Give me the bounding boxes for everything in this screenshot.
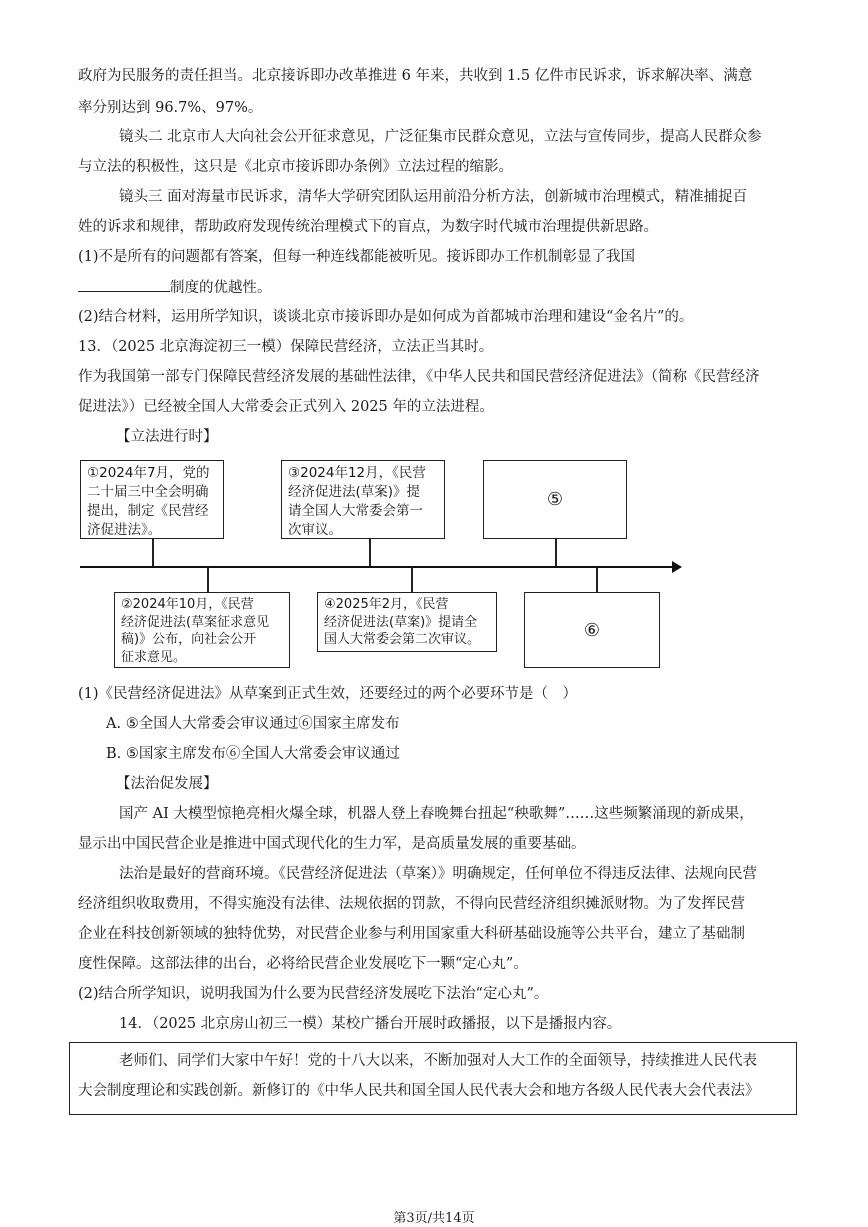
text-line: 镜头二 北京市人大向社会公开征求意见，广泛征集市民群众意见，立法与宣传同步，提高人民群众参 bbox=[119, 129, 762, 145]
timeline-box-5: ⑤ bbox=[483, 460, 627, 539]
text-line: 企业在科技创新领域的独特优势，对民营企业参与利用国家重大科研基础设施等公共平台，建立了基础制 bbox=[78, 926, 745, 942]
question-1-continued bbox=[78, 277, 272, 298]
timeline-box-6: ⑥ bbox=[524, 592, 660, 668]
text-line: 政府为民服务的责任担当。北京接诉即办改革推进 6 年来，共收到 1.5 亿件市民诉求，诉求解决率、满意 bbox=[78, 68, 753, 84]
text-span: 制度的优越性。 bbox=[170, 280, 272, 296]
question-2: (2)结合材料，运用所学知识，谈谈北京市接诉即办是如何成为首都城市治理和建设“金名片”的。 bbox=[78, 309, 694, 325]
timeline-box-3: ③2024年12月，《民营 经济促进法(草案)》提 请全国人大常委会第一 次审议。 bbox=[281, 460, 445, 539]
timeline-box-2: ②2024年10月，《民营 经济促进法(草案征求意见 稿)》公布，向社会公开 征求意见。 bbox=[114, 592, 290, 668]
text-line: 镜头三 面对海量市民诉求，清华大学研究团队运用前沿分析方法，创新城市治理模式，精准捕捉百 bbox=[119, 189, 748, 205]
text-line: 显示出中国民营企业是推进中国式现代化的生力军，是高质量发展的重要基础。 bbox=[78, 836, 586, 852]
text-line: 姓的诉求和规律，帮助政府发现传统治理模式下的盲点，为数字时代城市治理提供新思路。 bbox=[78, 219, 658, 235]
question-14-heading: 14．（2025 北京房山初三一模）某校广播台开展时政播报，以下是播报内容。 bbox=[119, 1016, 622, 1032]
timeline-box-1: ①2024年7月，党的 二十届三中全会明确 提出，制定《民营经 济促进法》。 bbox=[80, 460, 224, 539]
text-line: 度性保障。这部法律的出台，必将给民营企业发展吃下一颗“定心丸”。 bbox=[78, 956, 528, 972]
question-13-heading: 13．（2025 北京海淀初三一模）保障民营经济，立法正当其时。 bbox=[78, 339, 494, 355]
text-line: 率分别达到 96.7%、97%。 bbox=[78, 100, 263, 116]
text-line: 法治是最好的营商环境。《民营经济促进法（草案）》明确规定，任何单位不得违反法律、法规向民营 bbox=[119, 866, 757, 882]
connector bbox=[369, 539, 371, 566]
option-a[interactable]: A. ⑤全国人大常委会审议通过⑥国家主席发布 bbox=[106, 716, 400, 732]
question-13-1: (1)《民营经济促进法》从草案到正式生效，还要经过的两个必要环节是（ ） bbox=[78, 686, 578, 702]
connector bbox=[411, 567, 413, 592]
question-1: (1)不是所有的问题都有答案，但每一种连线都能被听见。接诉即办工作机制彰显了我国 bbox=[78, 249, 636, 265]
question-13-2: (2)结合所学知识，说明我国为什么要为民营经济发展吃下法治“定心丸”。 bbox=[78, 986, 549, 1002]
text-line: 经济组织收取费用，不得实施没有法律、法规依据的罚款，不得向民营经济组织摊派财物。为了发挥民营 bbox=[78, 896, 745, 912]
section-label: 【立法进行时】 bbox=[116, 429, 218, 445]
text-line: 国产 AI 大模型惊艳亮相火爆全球，机器人登上春晚舞台扭起“秧歌舞”……这些频繁涌现的新成果， bbox=[119, 806, 754, 822]
connector bbox=[207, 567, 209, 592]
text-line: 作为我国第一部专门保障民营经济发展的基础性法律，《中华人民共和国民营经济促进法》（简称《民营经济 bbox=[78, 369, 760, 385]
text-line: 与立法的积极性，这只是《北京市接诉即办条例》立法过程的缩影。 bbox=[78, 159, 513, 175]
timeline-box-4: ④2025年2月，《民营 经济促进法(草案)》提请全 国人大常委会第二次审议。 bbox=[317, 592, 497, 652]
text-line: 促进法》）已经被全国人大常委会正式列入 2025 年的立法进程。 bbox=[78, 399, 494, 415]
connector bbox=[596, 567, 598, 592]
page-footer: 第3页/共14页 bbox=[393, 1211, 475, 1226]
text-line: 老师们、同学们大家中午好！党的十八大以来，不断加强对人大工作的全面领导，持续推进人民代表 bbox=[119, 1053, 757, 1069]
connector bbox=[555, 539, 557, 566]
section-label: 【法治促发展】 bbox=[116, 776, 218, 792]
connector bbox=[152, 539, 154, 566]
answer-blank[interactable] bbox=[78, 277, 170, 292]
option-b[interactable]: B. ⑤国家主席发布⑥全国人大常委会审议通过 bbox=[106, 746, 400, 762]
timeline-arrow-icon bbox=[672, 561, 682, 573]
text-line: 大会制度理论和实践创新。新修订的《中华人民共和国全国人民代表大会和地方各级人民代表大会代表法》 bbox=[78, 1083, 760, 1099]
timeline-axis bbox=[80, 566, 674, 568]
